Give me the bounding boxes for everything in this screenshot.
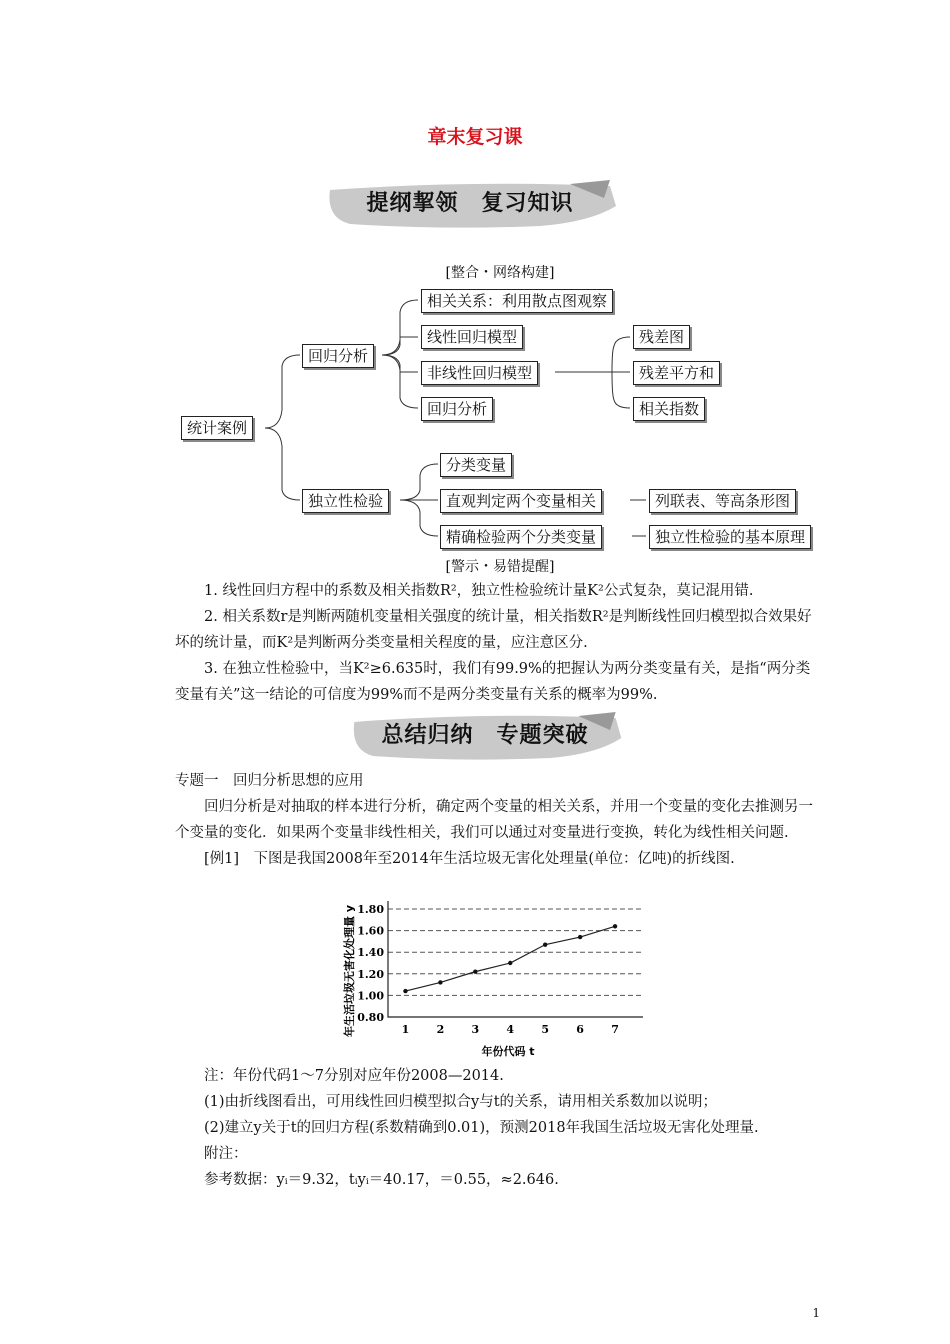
node-independence-principle: 独立性检验的基本原理 xyxy=(649,525,811,549)
x-axis-label: 年份代码 t xyxy=(481,1045,535,1058)
chart-svg xyxy=(340,893,650,1063)
series-line xyxy=(405,926,615,991)
data-point xyxy=(473,969,477,973)
appendix-label: 附注： xyxy=(204,1146,248,1162)
x-tick-label: 5 xyxy=(541,1023,550,1036)
y-tick-label: 1.20 xyxy=(357,967,384,981)
node-contingency-table: 列联表、等高条形图 xyxy=(649,489,796,513)
page-title: 章末复习课 xyxy=(427,126,523,148)
topic-heading: 专题一 回归分析思想的应用 xyxy=(175,773,364,789)
note-text: 注：年份代码1～7分别对应年份2008—2014. xyxy=(204,1068,504,1084)
x-tick-label: 6 xyxy=(576,1023,584,1036)
data-point xyxy=(508,961,512,965)
banner-label: 提纲挈领 复习知识 xyxy=(366,191,574,216)
node-nonlinear-model: 非线性回归模型 xyxy=(421,361,538,385)
topic-body: 回归分析是对抽取的样本进行分析，确定两个变量的相关关系，并用一个变量的变化去推测另一个变量的变化．如果两个变量非线性相关，我们可以通过对变量进行变换，转化为线性相关问题. xyxy=(175,799,813,841)
data-point xyxy=(613,924,617,928)
y-tick-label: 1.40 xyxy=(357,946,384,960)
data-point xyxy=(578,935,582,939)
warning-item: 1. 线性回归方程中的系数及相关指数R²，独立性检验统计量K²公式复杂，莫记混用错. xyxy=(204,583,754,599)
warning-item: 3. 在独立性检验中，当K²≥6.635时，我们有99.9%的把握认为两分类变量有关，是指“两分类变量有关”这一结论的可信度为99%而不是两分类变量有关系的概率为99%. xyxy=(175,661,811,703)
diagram-heading: [整合・网络构建] xyxy=(445,265,555,281)
node-regression: 回归分析 xyxy=(302,344,374,368)
node-residual-plot: 残差图 xyxy=(633,325,690,349)
banner-label: 总结归纳 专题突破 xyxy=(381,723,589,748)
reference-data: 参考数据：yᵢ＝9.32，tᵢyᵢ＝40.17，＝0.55，≈2.646. xyxy=(204,1172,559,1188)
node-correlation: 相关关系：利用散点图观察 xyxy=(421,289,613,313)
node-visual-judgement: 直观判定两个变量相关 xyxy=(440,489,602,513)
y-tick-label: 1.80 xyxy=(357,903,384,916)
data-point xyxy=(403,989,407,993)
y-tick-label: 0.80 xyxy=(357,1011,384,1024)
chart-axis xyxy=(388,901,643,1017)
node-independence: 独立性检验 xyxy=(302,489,389,513)
x-tick-label: 7 xyxy=(611,1023,619,1036)
page-number: 1 xyxy=(812,1306,820,1320)
warning-list xyxy=(175,578,815,708)
line-chart xyxy=(340,893,650,1063)
node-linear-model: 线性回归模型 xyxy=(421,325,523,349)
y-tick-label: 1.00 xyxy=(357,989,384,1003)
question-1: (1)由折线图看出，可用线性回归模型拟合y与t的关系，请用相关系数加以说明； xyxy=(204,1094,718,1110)
node-correlation-index: 相关指数 xyxy=(633,397,705,421)
topic-section xyxy=(175,768,815,872)
data-point xyxy=(543,942,547,946)
question-section xyxy=(175,1063,815,1193)
node-root: 统计案例 xyxy=(181,416,253,440)
y-tick-label: 1.60 xyxy=(357,924,384,938)
x-tick-label: 3 xyxy=(471,1023,480,1036)
node-residual-sum: 残差平方和 xyxy=(633,361,720,385)
y-axis-label: 年生活垃圾无害化处理量 y xyxy=(343,905,356,1037)
data-point xyxy=(438,980,442,984)
example-text: [例1] 下图是我国2008年至2014年生活垃圾无害化处理量(单位：亿吨)的折线图. xyxy=(204,851,735,867)
warning-item: 2. 相关系数r是判断两随机变量相关强度的统计量，相关指数R²是判断线性回归模型拟合效果好坏的统计量，而K²是判断两分类变量相关程度的量，应注意区分. xyxy=(175,609,812,651)
warning-heading: [警示・易错提醒] xyxy=(445,559,555,575)
x-tick-label: 2 xyxy=(436,1023,445,1036)
x-tick-label: 1 xyxy=(401,1023,410,1036)
node-precise-test: 精确检验两个分类变量 xyxy=(440,525,602,549)
section-banner-summary xyxy=(345,710,625,762)
node-categorical-var: 分类变量 xyxy=(440,453,512,477)
node-regression-analysis: 回归分析 xyxy=(421,397,493,421)
question-2: (2)建立y关于t的回归方程(系数精确到0.01)，预测2018年我国生活垃圾无害化处理量. xyxy=(204,1120,759,1136)
x-tick-label: 4 xyxy=(506,1023,515,1036)
